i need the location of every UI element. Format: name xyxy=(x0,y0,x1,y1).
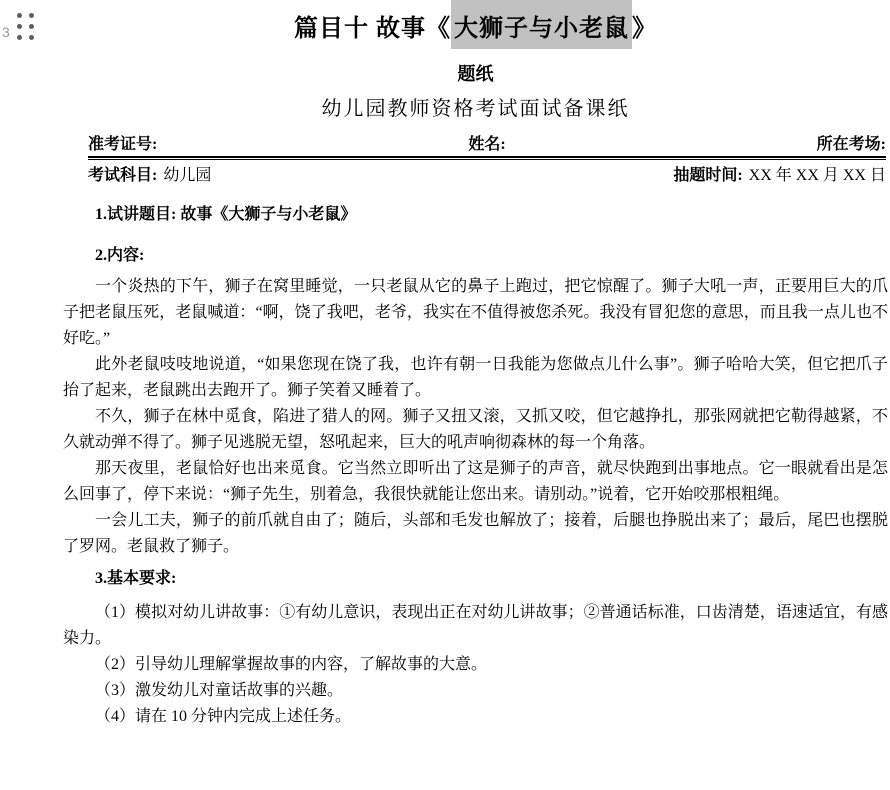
paper-heading: 题纸 xyxy=(457,64,494,84)
block-number: 3 xyxy=(2,23,10,40)
doc-title-suffix: 》 xyxy=(632,16,657,42)
exam-subject xyxy=(88,166,211,186)
story-paragraph: 此外老鼠吱吱地说道，“如果您现在饶了我，也许有朝一日我能为您做点儿什么事”。狮子哈哈大笑，但它把爪子抬了起来，老鼠跳出去跑开了。狮子笑着又睡着了。 xyxy=(63,356,888,399)
requirement-item: （1）模拟对幼儿讲故事：①有幼儿意识，表现出正在对幼儿讲故事；②普通话标准，口齿清楚，语速适宜，有感染力。 xyxy=(63,604,888,647)
doc-title xyxy=(63,12,888,46)
draw-time-label: 抽题时间: xyxy=(673,167,743,184)
requirements-list xyxy=(63,600,888,730)
story-paragraph: 一个炎热的下午，狮子在窝里睡觉，一只老鼠从它的鼻子上跑过，把它惊醒了。狮子大吼一声，正要用巨大的爪子把老鼠压死，老鼠喊道：“啊，饶了我吧，老爷，我实在不值得被您杀死。我没有冒犯您的意思，而且我一点儿也不好吃。” xyxy=(63,278,888,347)
admission-no-label: 准考证号: xyxy=(88,136,158,153)
story-paragraph: 一会儿工夫，狮子的前爪就自由了；随后，头部和毛发也解放了；接着，后腿也挣脱出来了；最后，尾巴也摆脱了罗网。老鼠救了狮子。 xyxy=(63,512,888,555)
document xyxy=(63,0,888,730)
requirement-item: （4）请在 10 分钟内完成上述任务。 xyxy=(95,708,352,725)
exam-info-row-1 xyxy=(88,135,886,155)
requirement-item: （2）引导幼儿理解掌握故事的内容，了解故事的大意。 xyxy=(95,656,488,673)
doc-title-prefix: 篇目十 故事《 xyxy=(294,16,451,42)
doc-title-highlighted-text: 大狮子与小老鼠 xyxy=(451,0,632,49)
requirement-item: （3）激发幼儿对童话故事的兴趣。 xyxy=(95,682,344,699)
section-heading-requirements: 3.基本要求: xyxy=(95,570,177,587)
paper-subtitle: 幼儿园教师资格考试面试备课纸 xyxy=(321,98,630,120)
editor-block-handle xyxy=(2,13,34,40)
draw-time xyxy=(673,166,886,186)
drag-handle-icon[interactable] xyxy=(17,13,34,40)
exam-info-row-2 xyxy=(88,160,886,188)
section-heading-content: 2.内容: xyxy=(95,247,145,264)
story-content xyxy=(63,274,888,560)
name-label: 姓名: xyxy=(468,136,506,153)
section-heading-topic: 1.试讲题目: 故事《大狮子与小老鼠》 xyxy=(95,206,357,223)
story-paragraph: 不久，狮子在林中觅食，陷进了猎人的网。狮子又扭又滚，又抓又咬，但它越挣扎，那张网就把它勒得越紧，不久就动弹不得了。狮子见逃脱无望，怒吼起来，巨大的吼声响彻森林的每一个角落。 xyxy=(63,408,888,451)
story-paragraph: 那天夜里，老鼠恰好也出来觅食。它当然立即听出了这是狮子的声音，就尽快跑到出事地点。它一眼就看出是怎么回事了，停下来说：“狮子先生，别着急，我很快就能让您出来。请别动。”说着，它开始咬那根粗绳。 xyxy=(63,460,888,503)
exam-subject-label: 考试科目: xyxy=(88,167,158,184)
exam-info-table xyxy=(88,135,886,188)
exam-subject-value: 幼儿园 xyxy=(163,167,212,184)
venue-label: 所在考场: xyxy=(816,136,886,153)
draw-time-value: XX 年 XX 月 XX 日 xyxy=(748,167,886,184)
